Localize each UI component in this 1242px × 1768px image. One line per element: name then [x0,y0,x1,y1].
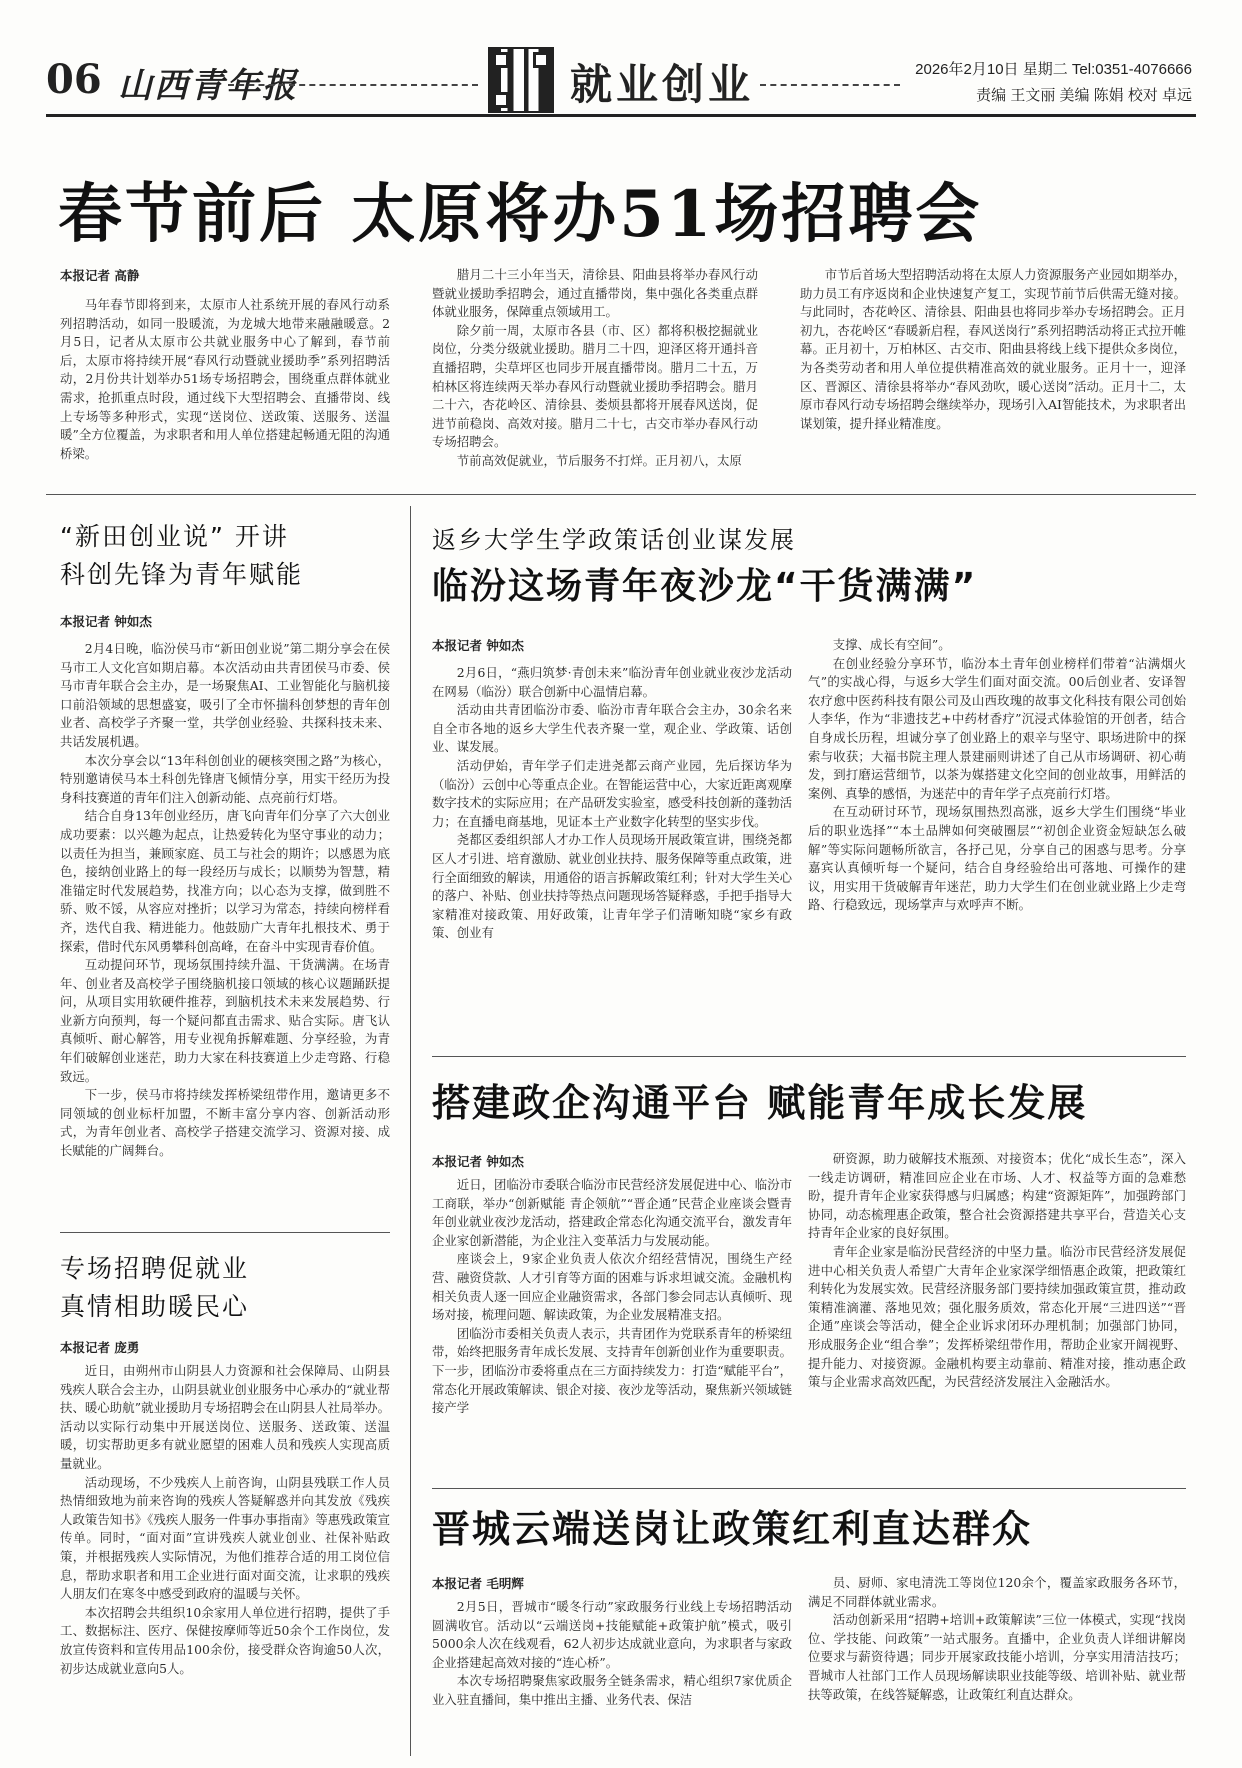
paragraph: 活动现场，不少残疾人上前咨询，山阴县残联工作人员热情细致地为前来咨询的残疾人答疑解惑并向其发放《残疾人政策告知书》《残疾人服务一件事办事指南》等惠残政策宣传单。同时，“面对面”宣讲残疾人就业创业、社保补贴政策，并根据残疾人实际情况，为他们推荐合适的用工岗位信息，帮助求职者和用工企业进行面对面交流，让求职的残疾人朋友们在寒冬中感受到政府的温暖与关怀。 [60,1474,390,1602]
story-headline: 搭建政企沟通平台 赋能青年成长发展 [432,1081,1088,1125]
headline-line: 真情相助暖民心 [60,1292,250,1321]
headline-line: “新田创业说” 开讲 [60,522,289,551]
column-divider [410,506,411,1756]
lead-column-3 [800,266,1186,476]
paragraph: 本次分享会以“13年科创创业的硬核突围之路”为核心，特别邀请侯马本土科创先锋唐飞倾情分享，用实干经历为投身科技赛道的青年们注入创新动能、点亮前行灯塔。 [60,752,390,805]
story-byline: 本报记者 钟如杰 [432,1154,524,1169]
paragraph: 2月5日，晋城市“暖冬行动”家政服务行业线上专场招聘活动圆满收官。活动以“云端送岗+技能赋能+政策护航”模式，吸引5000余人次在线观看，62人初步达成就业意向，为求职者与家政企业搭建起高效对接的“连心桥”。 [432,1599,792,1670]
paragraph: 除夕前一周，太原市各县（市、区）都将积极挖掘就业岗位，分类分级就业援助。腊月二十四，迎泽区将开通抖音直播招聘，尖草坪区也同步开展直播带岗。腊月二十五，万柏林区将连续两天举办春风行动暨就业援助季招聘会。腊月二十六，杏花岭区、清徐县、娄烦县都将开展春风送岗，促进节前稳岗、高效对接。腊月二十七，古交市举办春风行动专场招聘会。 [432,322,758,450]
paragraph: 支撑、成长有空间”。 [832,637,951,652]
story-kicker: 返乡大学生学政策话创业谋发展 [432,526,796,554]
masthead-logo: 山西青年报 [118,66,298,106]
paragraph: 近日，由朔州市山阴县人力资源和社会保障局、山阴县残疾人联合会主办，山阴县就业创业服务中心承办的“就业帮扶、暖心助航”就业援助月专场招聘会在山阴县人社局举办。活动以实际行动集中开展送岗位、送服务、送政策、送温暖，切实帮助更多有就业愿望的困难人员和残疾人实现高质量就业。 [60,1363,390,1471]
paragraph: 研资源，助力破解技术瓶颈、对接资本；优化“成长生态”，深入一线走访调研，精准回应企业在市场、人才、权益等方面的急难愁盼，提升青年企业家获得感与归属感；构建“资源矩阵”，加强跨部门协同，动态梳理惠企政策，整合社会资源搭建共享平台，营造关心支持青年企业家的良好氛围。 [808,1151,1186,1241]
story-body [60,640,390,1222]
paragraph: 员、厨师、家电清洗工等岗位120余个，覆盖家政服务各环节，满足不同群体就业需求。 [808,1575,1186,1609]
editor-credits: 责编 王文丽 美编 陈娟 校对 卓远 [976,87,1192,104]
paragraph: 座谈会上，9家企业负责人依次介绍经营情况，围绕生产经营、融资贷款、人才引育等方面的困难与诉求坦诚交流。金融机构相关负责人逐一回应企业融资需求，各部门参会同志认真倾听、现场对接，梳理问题、解读政策，为企业发展精准支招。 [432,1251,792,1323]
paragraph: 活动由共青团临汾市委、临汾市青年联合会主办，30余名来自全市各地的返乡大学生代表齐聚一堂，观企业、学政策、话创业、谋发展。 [432,702,792,755]
story-headline: 临汾这场青年夜沙龙“干货满满” [432,566,978,607]
paragraph: 本次招聘会共组织10余家用人单位进行招聘，提供了手工、数据标注、医疗、保健按摩师等近50余个工作岗位，发放宣传资料和宣传用品100余份，接受群众咨询逾50人次，初步达成就业意向5人。 [60,1604,390,1676]
paragraph: 节前高效促就业，节后服务不打烊。正月初八，太原 [456,452,742,468]
story-column-1 [432,1598,792,1758]
story-byline: 本报记者 钟如杰 [60,614,152,629]
page-number: 06 [46,56,102,103]
paragraph: 2月6日，“燕归筑梦·青创未来”临汾青年创业就业夜沙龙活动在网易（临汾）联合创新中心温情启幕。 [432,665,792,699]
paragraph: 腊月二十三小年当天，清徐县、阳曲县将举办春风行动暨就业援助季招聘会，通过直播带岗，集中强化各类重点群体就业服务，保障重点领域用工。 [432,267,758,320]
paragraph: 结合自身13年创业经历，唐飞向青年们分享了六大创业成功要素：以兴趣为起点，让热爱转化为坚守事业的动力；以责任为担当，兼顾家庭、员工与社会的期许；以感恩为底色，接纳创业路上的每一段经历与成长；以顺势为智慧，精准锚定时代发展趋势，找准方向；以心态为支撑，做到胜不骄、败不馁，从容应对挫折；以学习为常态，持续向榜样看齐，迭代自我、精进能力。他鼓励广大青年扎根技术、勇于探索，借时代东风勇攀科创高峰，在奋斗中实现青春价值。 [60,808,390,954]
paragraph: 市节后首场大型招聘活动将在太原人力资源服务产业园如期举办，助力员工有序返岗和企业快速复产复工，实现节前节后供需无缝对接。与此同时，杏花岭区、清徐县、阳曲县也将同步举办专场招聘会。正月初九，杏花岭区“春暖新启程，春风送岗行”系列招聘活动将正式拉开帷幕。正月初十，万柏林区、古交市、阳曲县将线上线下提供众多岗位，为各类劳动者和用人单位提供精准高效的就业服务。正月十一，迎泽区、晋源区、清徐县将举办“春风劲吹，暖心送岗”活动。正月十二，太原市春风行动专场招聘会继续举办，现场引入AI智能技术，为求职者出谋划策，提升择业精准度。 [800,267,1186,431]
header-divider [760,84,900,86]
story-column-2 [808,1574,1186,1758]
paragraph: 下一步，侯马市将持续发挥桥梁纽带作用，邀请更多不同领域的创业标杆加盟，不断丰富分享内容、创新活动形式，为青年创业者、高校学子搭建交流学习、资源对接、成长赋能的广阔舞台。 [60,1087,390,1159]
story-column-2 [808,1150,1186,1476]
divider [46,494,1196,495]
divider [432,1056,1186,1057]
lead-headline: 春节前后 太原将办51场招聘会 [58,177,983,252]
story-column-2 [808,636,1186,1044]
headline-line: 专场招聘促就业 [60,1254,250,1283]
lead-column-2 [432,266,758,476]
story-headline: 晋城云端送岗让政策红利直达群众 [432,1507,1033,1551]
story-body [60,1362,390,1758]
story-column-1 [432,1176,792,1476]
paragraph: 互动提问环节，现场氛围持续升温、干货满满。在场青年、创业者及高校学子围绕脑机接口领域的核心议题踊跃提问，从项目实用软硬件推荐，到脑机技术未来发展趋势、行业新方向预判，每一个疑问都直击需求、贴合实际。唐飞认真倾听、耐心解答，用专业视角拆解难题、分享经验，为青年们破解创业迷茫，助力大家在科技赛道上少走弯路、行稳致远。 [60,957,390,1084]
headline-line: 科创先锋为青年赋能 [60,560,304,589]
header-rule [46,114,1196,117]
section-title: 就业创业 [570,60,755,109]
qr-code-icon[interactable] [488,47,554,113]
paragraph: 2月4日晚，临汾侯马市“新田创业说”第二期分享会在侯马市工人文化宫如期启幕。本次活动由共青团侯马市委、侯马市青年联合会主办，是一场聚焦AI、工业智能化与脑机接口前沿领域的思想盛宴，吸引了全市怀揣科创梦想的青年创业者、高校学子齐聚一堂，共学创业经验、共探科技未来、共话发展机遇。 [60,641,390,749]
paragraph: 在互动研讨环节，现场氛围热烈高涨，返乡大学生们围绕“毕业后的职业选择”“本土品牌如何突破圈层”“初创企业资金短缺怎么破解”等实际问题畅所欲言，各抒己见，分享自己的困惑与思考。分享嘉宾认真倾听每一个疑问，结合自身经验给出可落地、可操作的建议，用实用干货破解青年迷茫，助力大学生们在创业就业路上少走弯路、行稳致远，现场掌声与欢呼声不断。 [808,804,1186,913]
header-divider [228,84,478,86]
paragraph: 活动创新采用“招聘+培训+政策解读”三位一体模式，实现“找岗位、学技能、问政策”一站式服务。直播中，企业负责人详细讲解岗位要求与薪资待遇；同步开展家政技能小培训，分享实用清洁技巧；晋城市人社部门工作人员现场解读职业技能等级、培训补贴、就业帮扶等政策，在线答疑解惑，让政策红利直达群众。 [808,1612,1186,1702]
story-headline [60,1250,380,1326]
story-byline: 本报记者 庞勇 [60,1340,140,1355]
dateline: 2026年2月10日 星期二 Tel:0351-4076666 [915,61,1192,78]
divider [60,1232,390,1233]
divider [432,1488,1186,1489]
story-headline [60,518,380,594]
paragraph: 团临汾市委相关负责人表示，共青团作为党联系青年的桥梁纽带，始终把服务青年成长发展、支持青年创新创业作为重要职责。下一步，团临汾市委将重点在三方面持续发力：打造“赋能平台”，常态化开展政策解读、银企对接、夜沙龙等活动，聚焦新兴领域链接产学 [432,1325,792,1416]
paragraph: 马年春节即将到来，太原市人社系统开展的春风行动系列招聘活动，如同一股暖流，为龙城大地带来融融暖意。2月5日，记者从太原市公共就业服务中心了解到，春节前后，太原市将持续开展“春风行动暨就业援助季”系列招聘活动，2月份共计划举办51场专场招聘会，围绕重点群体就业需求，抢抓重点时段，通过线下大型招聘会、直播带岗、线上专场等多种形式，实现“送岗位、送政策、送服务、送温暖”全方位覆盖，为求职者和用人单位搭建起畅通无阻的沟通桥梁。 [60,297,390,461]
lead-column-1 [60,296,390,476]
paragraph: 青年企业家是临汾民营经济的中坚力量。临汾市民营经济发展促进中心相关负责人希望广大青年企业家深学细悟惠企政策，把政策红利转化为发展实效。民营经济服务部门要持续加强政策宣贯，推动政策精准滴灌、落地见效；强化服务质效，常态化开展“三进四送”“晋企通”座谈会等活动，健全企业诉求闭环办理机制；加强部门协同，形成服务企业“组合拳”；发挥桥梁纽带作用，帮助企业家开阔视野、提升能力、对接资源。金融机构要主动靠前、精准对接，推动惠企政策与企业需求高效匹配，为民营经济发展注入金融活水。 [808,1243,1186,1390]
story-byline: 本报记者 钟如杰 [432,638,524,653]
story-column-1 [432,664,792,1044]
paragraph: 在创业经验分享环节，临汾本土青年创业榜样们带着“沾满烟火气”的实战心得，与返乡大学生们面对面交流。00后创业者、安译智农疗愈中医药科技有限公司及山西玫瑰的故事文化科技有限公司创始人李华，作为“非遗技艺+中药材香疗”沉浸式体验馆的开创者，结合自身成长历程，坦诚分享了创业路上的艰辛与坚守、职场进阶中的探索与收获；大福书院主理人景建丽则讲述了自己从市场调研、初心萌发，到打磨运营细节，以茶为媒搭建文化空间的创业故事，用鲜活的案例、真挚的感悟，为迷茫中的青年学子点亮前行灯塔。 [808,655,1186,801]
story-byline: 本报记者 毛明辉 [432,1576,524,1591]
paragraph: 尧都区委组织部人才办工作人员现场开展政策宣讲，围绕尧都区人才引进、培育激励、就业创业扶持、服务保障等重点政策，进行全面细致的解读，用通俗的语言拆解政策红利；针对大学生关心的落户、补贴、创业扶持等热点问题现场答疑释惑，手把手指导大家精准对接政策、用好政策，让青年学子们清晰知晓“家乡有政策、创业有 [432,832,792,941]
paragraph: 活动伊始，青年学子们走进尧都云商产业园，先后探访华为（临汾）云创中心等重点企业。在智能运营中心，大家近距离观摩数字技术的实际应用；在产品研发实验室，感受科技创新的蓬勃活力；在直播电商基地，见证本土产业数字化转型的坚实步伐。 [432,757,792,829]
paragraph: 近日，团临汾市委联合临汾市民营经济发展促进中心、临汾市工商联，举办“创新赋能 青企领航”“晋企通”民营企业座谈会暨青年创业就业夜沙龙活动，搭建政企常态化沟通交流平台，激发青年企业家创新潜能，为企业注入变革活力与发展动能。 [432,1177,792,1248]
paragraph: 本次专场招聘聚焦家政服务全链条需求，精心组织7家优质企业入驻直播间，集中推出主播、业务代表、保洁 [432,1673,792,1707]
lead-byline: 本报记者 高静 [60,268,140,283]
